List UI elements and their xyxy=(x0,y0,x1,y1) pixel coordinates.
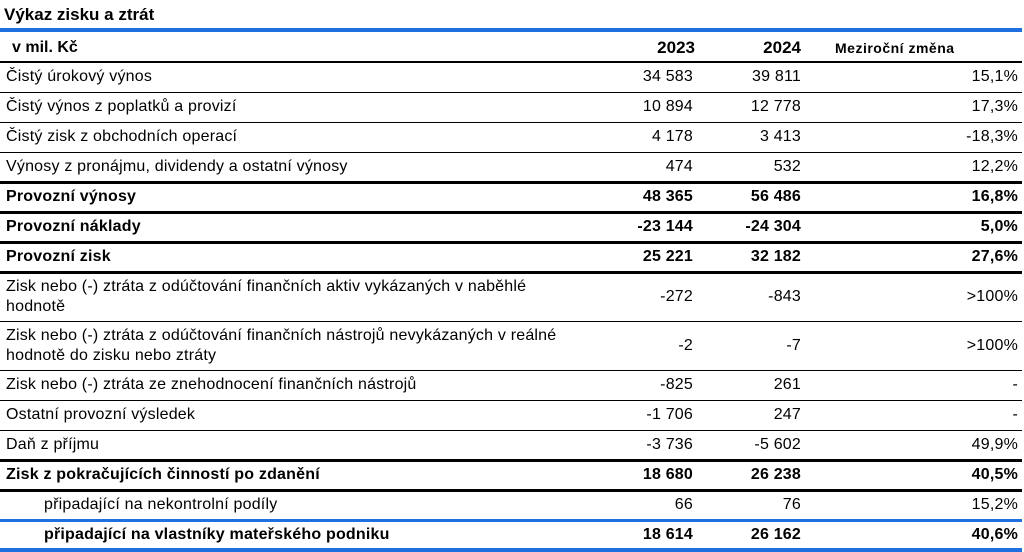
value-2024: 26 238 xyxy=(699,460,813,490)
value-2023: 18 614 xyxy=(585,520,699,550)
statement-title: Výkaz zisku a ztrát xyxy=(4,5,155,24)
value-change: 15,1% xyxy=(813,62,1022,92)
value-change: 40,5% xyxy=(813,460,1022,490)
table-row xyxy=(0,152,1022,182)
table-row xyxy=(0,430,1022,460)
value-change: 49,9% xyxy=(813,430,1022,460)
subtotal-row xyxy=(0,460,1022,490)
value-change: - xyxy=(813,400,1022,430)
table-row xyxy=(0,370,1022,400)
value-2024: 56 486 xyxy=(699,182,813,212)
value-change: >100% xyxy=(813,272,1022,321)
row-label: Výnosy z pronájmu, dividendy a ostatní výnosy xyxy=(0,152,585,182)
row-label: Provozní náklady xyxy=(0,212,585,242)
unit-header: v mil. Kč xyxy=(0,35,585,62)
row-label: Čistý zisk z obchodních operací xyxy=(0,122,585,152)
value-2023: 10 894 xyxy=(585,92,699,122)
value-2024: 3 413 xyxy=(699,122,813,152)
row-label: Provozní zisk xyxy=(0,242,585,272)
title-rule xyxy=(0,28,1022,32)
value-change: - xyxy=(813,370,1022,400)
table-row xyxy=(0,400,1022,430)
value-change: -18,3% xyxy=(813,122,1022,152)
year-2024-header: 2024 xyxy=(699,35,813,62)
row-label: Čistý úrokový výnos xyxy=(0,62,585,92)
value-2024: 261 xyxy=(699,370,813,400)
table-row xyxy=(0,490,1022,520)
row-label: připadající na vlastníky mateřského podniku xyxy=(0,520,585,550)
row-label: Zisk nebo (-) ztráta ze znehodnocení finančních nástrojů xyxy=(0,370,585,400)
value-2023: -3 736 xyxy=(585,430,699,460)
row-label: Provozní výnosy xyxy=(0,182,585,212)
value-2024: 12 778 xyxy=(699,92,813,122)
value-change: 16,8% xyxy=(813,182,1022,212)
row-label: Čistý výnos z poplatků a provizí xyxy=(0,92,585,122)
value-2023: -2 xyxy=(585,321,699,370)
value-2024: 32 182 xyxy=(699,242,813,272)
income-statement-table xyxy=(0,35,1022,552)
value-2023: -272 xyxy=(585,272,699,321)
value-change: 12,2% xyxy=(813,152,1022,182)
value-change: 5,0% xyxy=(813,212,1022,242)
value-2024: 247 xyxy=(699,400,813,430)
value-2023: 18 680 xyxy=(585,460,699,490)
value-2023: 34 583 xyxy=(585,62,699,92)
subtotal-row xyxy=(0,182,1022,212)
value-2023: 66 xyxy=(585,490,699,520)
value-2024: 39 811 xyxy=(699,62,813,92)
value-2023: 4 178 xyxy=(585,122,699,152)
row-label: Ostatní provozní výsledek xyxy=(0,400,585,430)
value-2023: -825 xyxy=(585,370,699,400)
value-change: >100% xyxy=(813,321,1022,370)
value-change: 17,3% xyxy=(813,92,1022,122)
row-label: připadající na nekontrolní podíly xyxy=(0,490,585,520)
row-label: Zisk nebo (-) ztráta z odúčtování finančních aktiv vykázaných v naběhlé hodnotě xyxy=(0,272,585,321)
value-2023: 474 xyxy=(585,152,699,182)
value-2024: 532 xyxy=(699,152,813,182)
total-row xyxy=(0,520,1022,550)
value-change: 27,6% xyxy=(813,242,1022,272)
row-label: Daň z příjmu xyxy=(0,430,585,460)
table-row xyxy=(0,272,1022,321)
row-label: Zisk nebo (-) ztráta z odúčtování finančních nástrojů nevykázaných v reálné hodnotě do zisku nebo ztráty xyxy=(0,321,585,370)
value-2024: -5 602 xyxy=(699,430,813,460)
value-2024: -843 xyxy=(699,272,813,321)
value-2023: 25 221 xyxy=(585,242,699,272)
table-row xyxy=(0,92,1022,122)
value-2023: -23 144 xyxy=(585,212,699,242)
value-2024: -7 xyxy=(699,321,813,370)
table-row xyxy=(0,122,1022,152)
value-2024: 76 xyxy=(699,490,813,520)
value-2024: 26 162 xyxy=(699,520,813,550)
value-2023: 48 365 xyxy=(585,182,699,212)
value-2023: -1 706 xyxy=(585,400,699,430)
table-row xyxy=(0,321,1022,370)
header-row xyxy=(0,35,1022,62)
change-header: Meziroční změna xyxy=(813,35,1022,62)
row-label: Zisk z pokračujících činností po zdanění xyxy=(0,460,585,490)
year-2023-header: 2023 xyxy=(585,35,699,62)
value-change: 40,6% xyxy=(813,520,1022,550)
table-row xyxy=(0,62,1022,92)
value-2024: -24 304 xyxy=(699,212,813,242)
value-change: 15,2% xyxy=(813,490,1022,520)
subtotal-row xyxy=(0,242,1022,272)
subtotal-row xyxy=(0,212,1022,242)
